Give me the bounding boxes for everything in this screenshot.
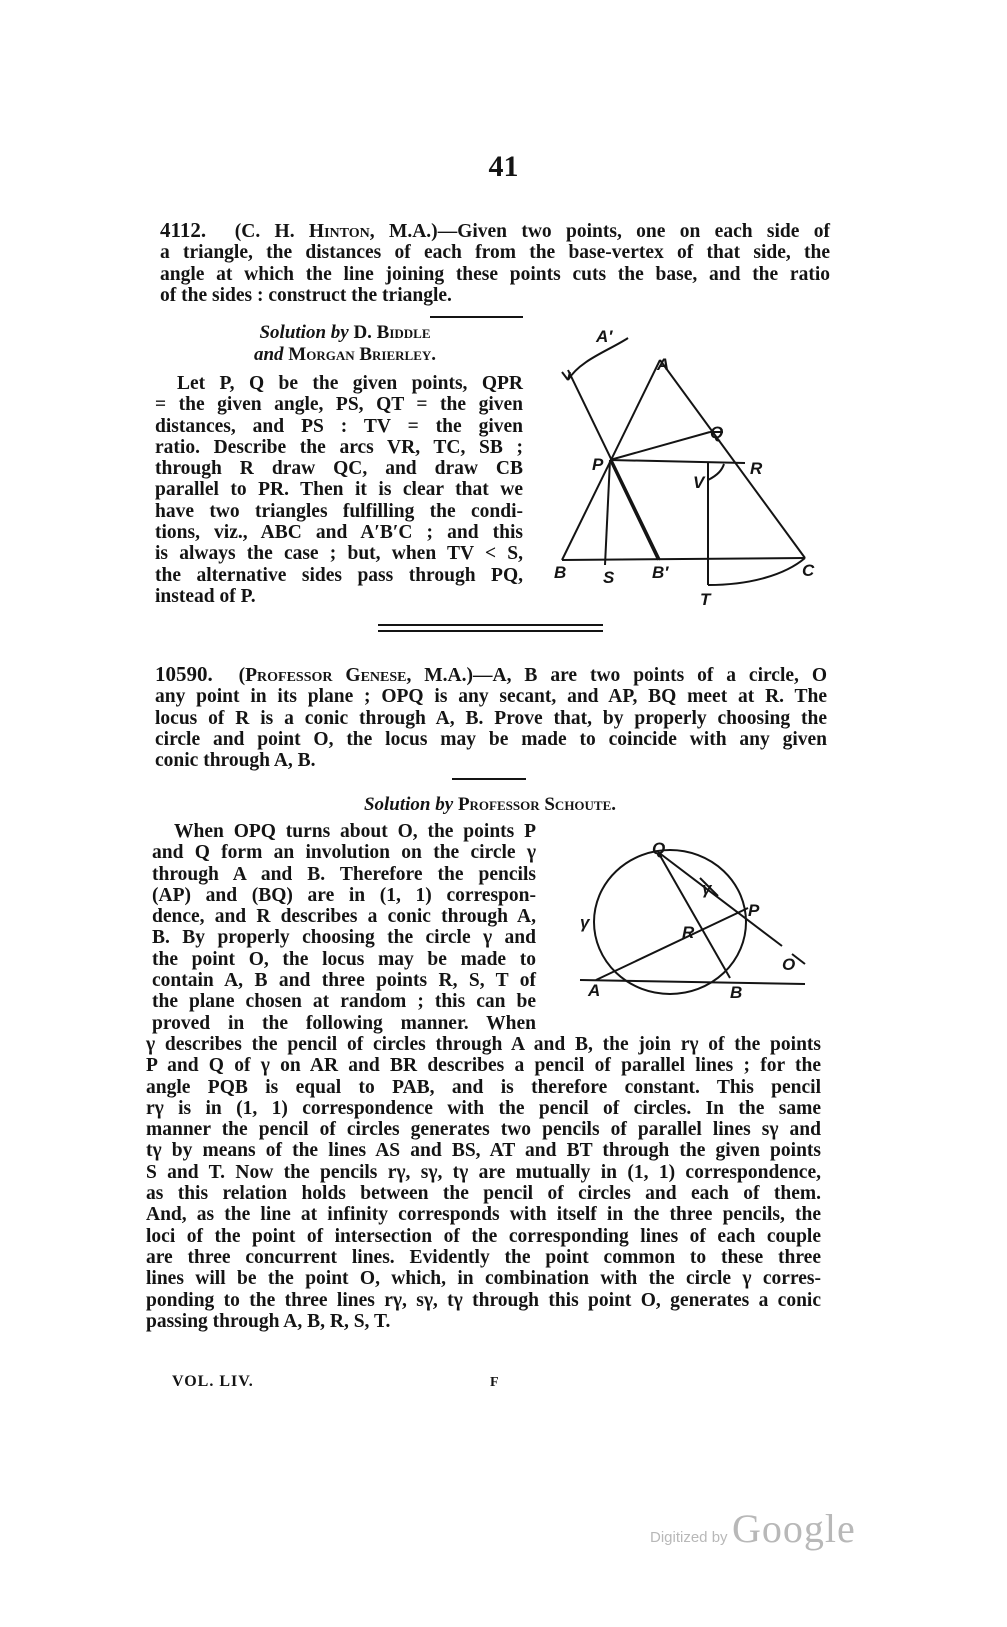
solution-line: loci of the point of intersection of the corresponding lines of each couple xyxy=(146,1225,821,1247)
solution-10590-wide-text xyxy=(146,1034,821,1332)
label-gamma: γ xyxy=(580,913,590,932)
solver-name: Morgan Brierley. xyxy=(288,344,437,365)
solver-and: and xyxy=(253,344,284,365)
triangle-construction-figure xyxy=(540,320,830,620)
side-a-prime-c xyxy=(568,370,660,560)
problem-author: (Professor Genese, M.A.) xyxy=(238,665,474,686)
solution-line: lines will be the point O, which, in combination with the circle γ corres- xyxy=(146,1268,821,1290)
problem-line: —A, B are two points of a circle, O xyxy=(473,665,827,686)
solution-line: through R draw QC, and draw CB xyxy=(155,458,523,480)
solution-line: are three concurrent lines. Evidently the point common to these three xyxy=(146,1246,821,1268)
label-v: V xyxy=(693,473,705,492)
solution-line: P and Q of γ on AR and BR describes a pencil of parallel lines ; for the xyxy=(146,1055,821,1077)
line-pq xyxy=(610,432,710,460)
solution-line: γ describes the pencil of circles through A and B, the join rγ of the points xyxy=(146,1034,821,1055)
watermark-prefix: Digitized by xyxy=(650,1529,728,1546)
label-b-prime: B′ xyxy=(652,563,669,582)
solution-line: ponding to the three lines rγ, sγ, tγ through this point O, generates a conic xyxy=(146,1289,821,1311)
label-p: P xyxy=(592,455,604,474)
label-o: O xyxy=(782,955,796,974)
label-q: Q xyxy=(652,839,666,858)
arc-vr xyxy=(708,464,724,480)
solution-line: the alternative sides pass through PQ, xyxy=(155,564,523,586)
solution-line: is always the case ; but, when TV < S, xyxy=(155,543,523,565)
problem-line: —Given two points, one on each side of xyxy=(437,221,830,242)
label-t: T xyxy=(700,590,711,609)
label-p: P xyxy=(748,901,760,920)
separator-rule-bottom xyxy=(378,630,603,632)
solution-line: passing through A, B, R, S, T. xyxy=(146,1310,391,1332)
label-r: R xyxy=(750,459,763,478)
problem-line: locus of R is a conic through A, B. Prove that, by properly choosing the xyxy=(155,707,827,729)
solution-by-label: Solution by xyxy=(259,322,349,343)
problem-line: conic through A, B. xyxy=(155,750,316,772)
label-b: B xyxy=(730,983,743,1002)
solution-line: ratio. Describe the arcs VR, TC, SB ; xyxy=(155,436,523,458)
solution-10590-narrow-text xyxy=(152,821,536,1034)
solution-line: have two triangles fulfilling the condi- xyxy=(155,500,523,522)
label-a: A xyxy=(657,355,670,374)
problem-line: a triangle, the distances of each from the base-vertex of that side, the xyxy=(160,242,830,264)
solution-line: the plane chosen at random ; this can be xyxy=(152,991,536,1013)
problem-number: 4112. xyxy=(160,218,207,242)
line-ab xyxy=(580,980,805,984)
solution-line: as this relation holds between the pencil of circles and each of them. xyxy=(146,1183,821,1205)
section-rule xyxy=(430,316,523,318)
solution-line: manner the pencil of circles generates two pencils of parallel lines sγ and xyxy=(146,1119,821,1141)
solution-line: parallel to PR. Then it is clear that we xyxy=(155,479,523,501)
line-ps xyxy=(605,460,610,565)
solution-line: (AP) and (BQ) are in (1, 1) correspon- xyxy=(152,884,536,906)
solution-line: tγ by means of the lines AS and BS, AT and BT through the given points xyxy=(146,1140,821,1162)
solution-line: contain A, B and three points R, S, T of xyxy=(152,970,536,992)
solution-heading-4112 xyxy=(215,322,475,366)
problem-line: of the sides : construct the triangle. xyxy=(160,284,452,306)
solution-by-label: Solution by xyxy=(363,794,454,815)
line-pr xyxy=(610,460,745,463)
solution-line: Let P, Q be the given points, QPR xyxy=(177,373,523,394)
label-a: A xyxy=(588,981,601,1000)
solution-line: distances, and PS : TV = the given xyxy=(155,415,523,437)
secant-opq xyxy=(658,852,782,946)
problem-author: (C. H. Hinton, M.A.) xyxy=(234,221,438,242)
side-ac xyxy=(660,360,805,558)
label-a-prime: A′ xyxy=(596,327,613,346)
solution-line: tions, viz., ABC and A′B′C ; and this xyxy=(155,522,523,544)
problem-10590-statement xyxy=(155,664,827,771)
circle-secant-figure xyxy=(570,838,820,1008)
label-s: S xyxy=(603,568,615,587)
problem-line: angle at which the line joining these points cuts the base, and the ratio xyxy=(160,263,830,285)
solution-line: angle PQB is equal to PAB, and is therefore constant. This pencil xyxy=(146,1076,821,1098)
label-c: C xyxy=(802,561,815,580)
solution-4112-text xyxy=(155,373,523,607)
label-b: B xyxy=(554,563,567,582)
solution-line: rγ is in (1, 1) correspondence with the pencil of circles. In the same xyxy=(146,1097,821,1119)
label-q: Q xyxy=(710,423,724,442)
label-r: R xyxy=(682,923,695,942)
google-watermark xyxy=(650,1505,856,1552)
solution-line: S and T. Now the pencils rγ, sγ, tγ are mutually in (1, 1) correspondence, xyxy=(146,1161,821,1183)
solution-line: instead of P. xyxy=(155,585,256,607)
solution-line: B. By properly choosing the circle γ and xyxy=(152,927,536,949)
arc-tc xyxy=(708,558,805,585)
signature-mark: F xyxy=(490,1375,499,1390)
problem-number: 10590. xyxy=(155,662,213,686)
solution-line: = the given angle, PS, QT = the given xyxy=(155,394,523,416)
problem-4112-statement xyxy=(160,220,830,306)
solution-line: And, as the line at infinity corresponds with itself in the three pencils, the xyxy=(146,1204,821,1226)
volume-label: VOL. LIV. xyxy=(172,1373,254,1390)
watermark-brand: Google xyxy=(732,1506,856,1551)
solver-name: D. Biddle xyxy=(353,322,431,343)
solver-name: Professor Schoute. xyxy=(457,794,617,815)
solution-line: through A and B. Therefore the pencils xyxy=(152,863,536,885)
problem-line: circle and point O, the locus may be made to coincide with any given xyxy=(155,728,827,750)
base-bc xyxy=(562,558,805,560)
line-pb-prime xyxy=(610,460,658,560)
solution-line: and Q form an involution on the circle γ xyxy=(152,842,536,864)
page-number: 41 xyxy=(488,150,519,183)
solution-line: dence, and R describes a conic through A, xyxy=(152,906,536,928)
solution-line: proved in the following manner. When xyxy=(152,1012,536,1034)
solution-line: When OPQ turns about O, the points P xyxy=(174,821,536,842)
separator-rule-top xyxy=(378,624,603,626)
problem-line: any point in its plane ; OPQ is any secant, and AP, BQ meet at R. The xyxy=(155,686,827,708)
line-bq xyxy=(658,852,730,978)
solution-line: the point O, the locus may be made to xyxy=(152,948,536,970)
section-rule xyxy=(452,778,526,780)
label-gamma-small: γ xyxy=(702,879,712,898)
solution-heading-10590 xyxy=(300,794,680,816)
